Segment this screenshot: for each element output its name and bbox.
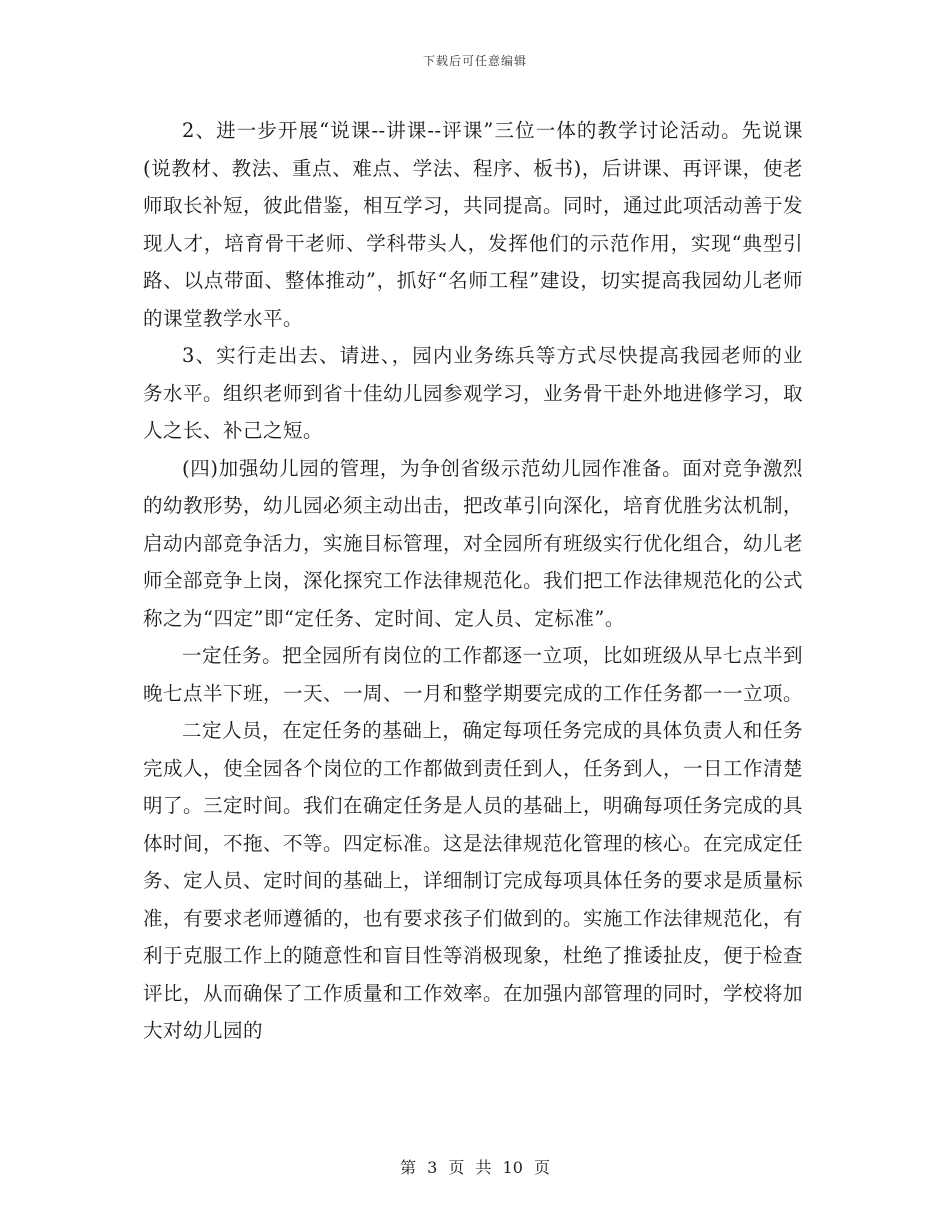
paragraph-define-task: 一定任务。把全园所有岗位的工作都逐一立项，比如班级从早七点半到晚七点半下班，一天、一周、一月和整学期要完成的工作任务都一一立项。	[143, 644, 804, 705]
paragraph-section-4: (四)加强幼儿园的管理，为争创省级示范幼儿园作准备。面对竞争激烈的幼教形势，幼儿园必须主动出击，把改革引向深化，培育优胜劣汰机制，启动内部竞争活力，实施目标管理，对全园所有班级实行优化组合，幼儿老师全部竞争上岗，深化探究工作法律规范化。我们把工作法律规范化的公式称之为“四定”即“定任务、定时间、定人员、定标准”。	[143, 456, 804, 630]
page-header: 下载后可任意编辑	[422, 54, 527, 68]
paragraph-item-2: 2、进一步开展“说课--讲课--评课”三位一体的教学讨论活动。先说课(说教材、教法、重点、难点、学法、程序、板书)，后讲课、再评课，使老师取长补短，彼此借鉴，相互学习，共同提高。同时，通过此项活动善于发现人才，培育骨干老师、学科带头人，发挥他们的示范作用，实现“典型引路、以点带面、整体推动”，抓好“名师工程”建设，切实提高我园幼儿老师的课堂教学水平。	[143, 119, 804, 330]
paragraph-item-3: 3、实行走出去、请进、，园内业务练兵等方式尽快提高我园老师的业务水平。组织老师到省十佳幼儿园参观学习，业务骨干赴外地进修学习，取人之长、补己之短。	[143, 344, 804, 442]
document-body	[143, 112, 803, 1050]
paragraph-define-personnel: 二定人员，在定任务的基础上，确定每项任务完成的具体负责人和任务完成人，使全园各个岗位的工作都做到责任到人，任务到人，一日工作清楚明了。三定时间。我们在确定任务是人员的基础上，明确每项任务完成的具体时间，不拖、不等。四定标准。这是法律规范化管理的核心。在完成定任务、定人员、定时间的基础上，详细制订完成每项具体任务的要求是质量标准，有要求老师遵循的，也有要求孩子们做到的。实施工作法律规范化，有利于克服工作上的随意性和盲目性等消极现象，杜绝了推诿扯皮，便于检查评比，从而确保了工作质量和工作效率。在加强内部管理的同时，学校将加大对幼儿园的	[143, 719, 804, 1042]
page-footer: 第 3 页 共 10 页	[400, 1158, 550, 1177]
